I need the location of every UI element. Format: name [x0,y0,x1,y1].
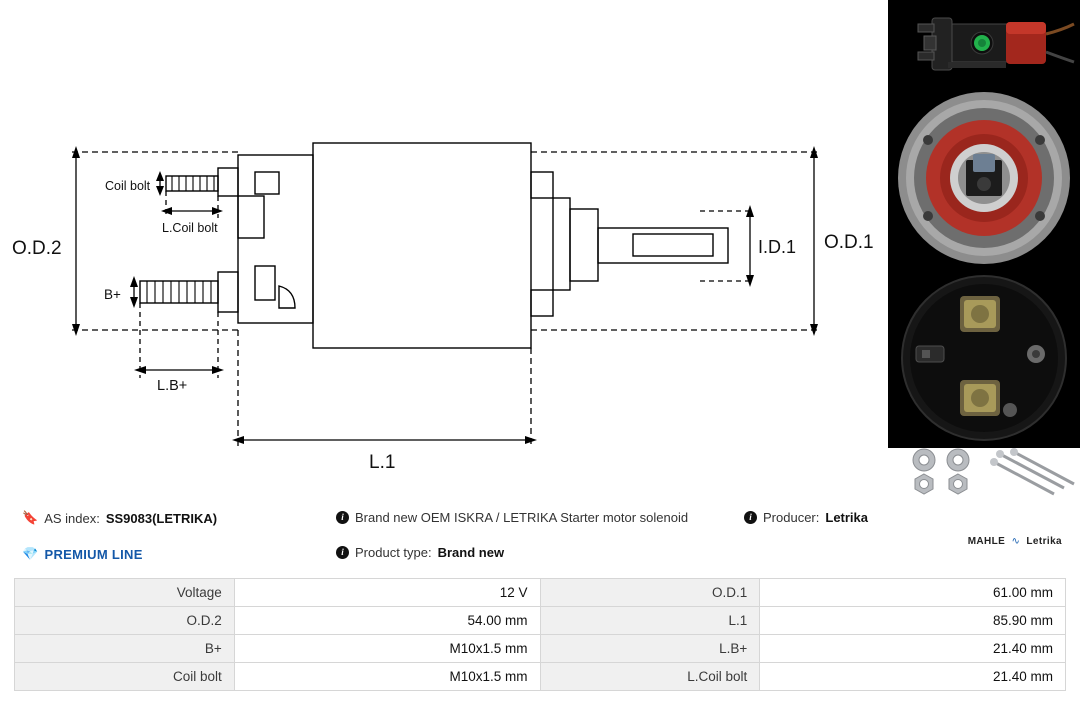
table-row [15,635,1066,663]
label-l-coil-bolt: L.Coil bolt [162,221,218,235]
spec-key: Coil bolt [15,663,235,691]
spec-value: 21.40 mm [760,663,1066,691]
info-icon: i [336,511,349,524]
label-id1: I.D.1 [758,237,797,257]
brand-logo [968,536,1062,547]
brand-logo-right: Letrika [1026,536,1062,547]
label-l-b-plus: L.B+ [157,378,188,394]
premium-line-label: PREMIUM LINE [44,546,143,562]
spec-value: 12 V [234,579,540,607]
label-od2: O.D.2 [12,238,62,259]
spec-key: B+ [15,635,235,663]
product-type-value: Brand new [437,545,505,560]
label-b-plus: B+ [104,287,121,302]
info-column-middle [336,510,736,580]
info-icon: i [336,546,349,559]
brand-logo-wave-icon: ∿ [1011,536,1021,547]
spec-key: O.D.2 [15,607,235,635]
product-type-line [336,545,736,560]
solenoid-front-image [888,88,1080,268]
label-od1: O.D.1 [824,232,874,253]
photo-hardware-kit[interactable] [888,448,1080,496]
photo-solenoid-side[interactable] [888,0,1080,88]
photo-solenoid-rear[interactable] [888,268,1080,448]
as-index-line [22,510,322,526]
tag-icon: 🔖 [22,510,39,525]
spec-key: L.Coil bolt [540,663,760,691]
table-row [15,663,1066,691]
spec-value: M10x1.5 mm [234,635,540,663]
description-line [336,510,736,525]
photo-solenoid-front[interactable] [888,88,1080,268]
spec-key: L.B+ [540,635,760,663]
solenoid-rear-image [888,268,1080,448]
spec-key: Voltage [15,579,235,607]
brand-logo-left: MAHLE [967,536,1006,547]
info-column-left [22,510,322,562]
product-photos [888,0,1080,496]
producer-value: Letrika [825,510,869,525]
as-index-value: SS9083(LETRIKA) [105,510,218,526]
solenoid-side-image [888,0,1080,88]
spec-value: M10x1.5 mm [234,663,540,691]
spec-value: 61.00 mm [760,579,1066,607]
spec-value: 54.00 mm [234,607,540,635]
info-icon: i [744,511,757,524]
description-text: Brand new OEM ISKRA / LETRIKA Starter motor solenoid [355,510,689,525]
spec-key: L.1 [540,607,760,635]
info-column-right [744,510,984,545]
table-row [15,579,1066,607]
specifications-table [14,578,1066,691]
spec-value: 85.90 mm [760,607,1066,635]
spec-value: 21.40 mm [760,635,1066,663]
table-row [15,607,1066,635]
label-coil-bolt: Coil bolt [105,179,151,193]
hardware-kit-image [888,448,1080,496]
product-type-label: Product type: [355,545,432,560]
label-l1: L.1 [369,452,396,473]
premium-line-badge [22,546,322,562]
spec-key: O.D.1 [540,579,760,607]
info-bar [0,500,1080,572]
producer-label: Producer: [763,510,820,525]
gem-icon: 💎 [22,546,39,561]
as-index-label: AS index: [44,510,100,526]
producer-line [744,510,984,525]
